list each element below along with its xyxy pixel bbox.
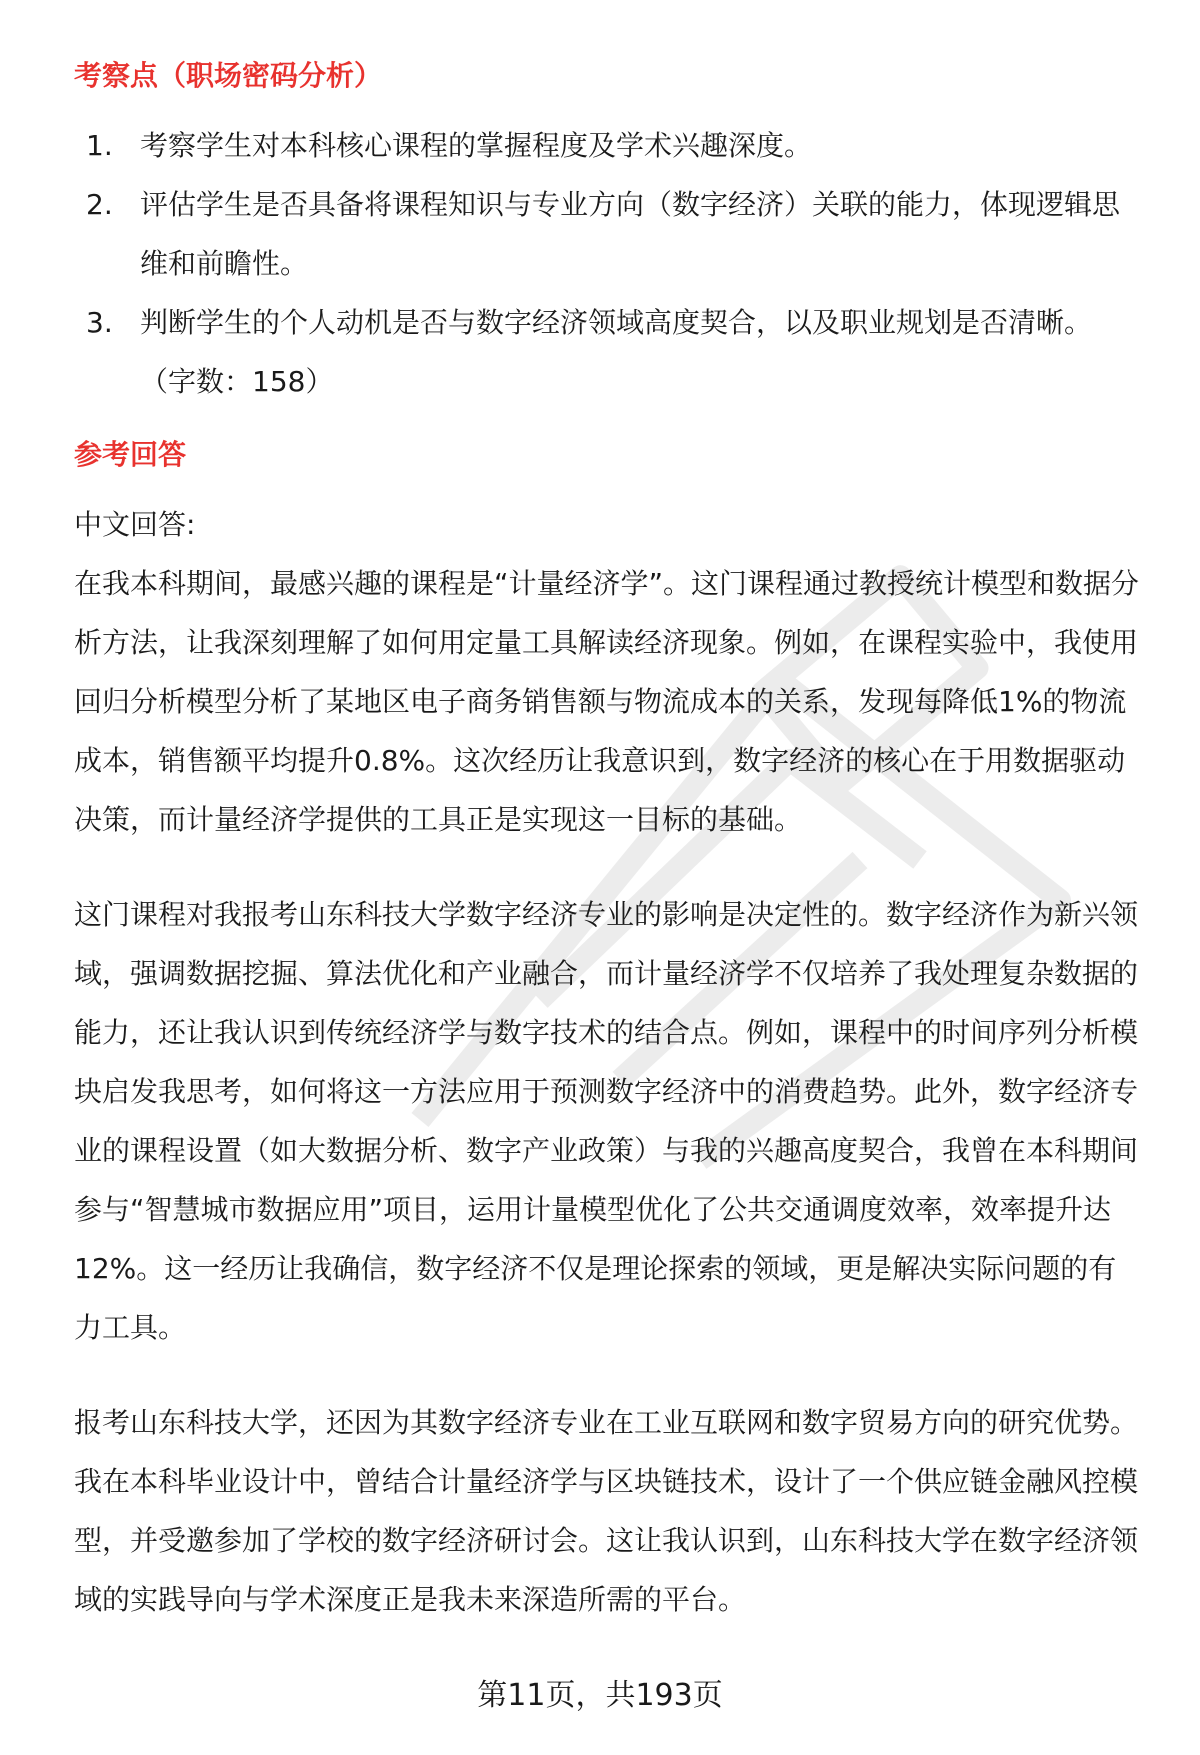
list-number: 2. — [86, 188, 113, 221]
answer-paragraph-2: 这门课程对我报考山东科技大学数字经济专业的影响是决定性的。数字经济作为新兴领域，强调数据挖掘、算法优化和产业融合，而计量经济学不仅培养了我处理复杂数据的能力，还让我认识到传统经济学与数字技术的结合点。例如，课程中的时间序列分析模块启发我思考，如何将这一方法应用于预测数字经济中的消费趋势。此外，数字经济专业的课程设置（如大数据分析、数字产业政策）与我的兴趣高度契合，我曾在本科期间参与“智慧城市数据应用”项目，运用计量模型优化了公共交通调度效率，效率提升达12%。这一经历让我确信，数字经济不仅是理论探索的领域，更是解决实际问题的有力工具。 — [74, 898, 1139, 1344]
list-item — [86, 116, 1144, 175]
exam-points-list — [74, 116, 1144, 352]
list-number: 1. — [86, 129, 113, 162]
answer-label: 中文回答: — [74, 508, 196, 541]
list-number: 3. — [86, 306, 113, 339]
page-footer: 第11页，共193页 — [477, 1678, 723, 1713]
answer-paragraph-3: 报考山东科技大学，还因为其数字经济专业在工业互联网和数字贸易方向的研究优势。我在本科毕业设计中，曾结合计量经济学与区块链技术，设计了一个供应链金融风控模型，并受邀参加了学校的数字经济研讨会。这让我认识到，山东科技大学在数字经济领域的实践导向与学术深度正是我未来深造所需的平台。 — [74, 1406, 1139, 1616]
word-count: （字数：158） — [140, 365, 334, 398]
list-item-text: 判断学生的个人动机是否与数字经济领域高度契合，以及职业规划是否清晰。 — [140, 306, 1093, 339]
list-item — [86, 293, 1144, 352]
list-item — [86, 175, 1144, 293]
list-item-text: 考察学生对本科核心课程的掌握程度及学术兴趣深度。 — [140, 129, 813, 162]
page-content — [74, 56, 1144, 1629]
section-heading-exam-points: 考察点（职场密码分析） — [74, 59, 383, 92]
section-heading-reference-answer: 参考回答 — [74, 438, 187, 471]
answer-paragraph-1: 在我本科期间，最感兴趣的课程是“计量经济学”。这门课程通过教授统计模型和数据分析方法，让我深刻理解了如何用定量工具解读经济现象。例如，在课程实验中，我使用回归分析模型分析了某地区电子商务销售额与物流成本的关系，发现每降低1%的物流成本，销售额平均提升0.8%。这次经历让我意识到，数字经济的核心在于用数据驱动决策，而计量经济学提供的工具正是实现这一目标的基础。 — [74, 567, 1140, 836]
list-item-text: 评估学生是否具备将课程知识与专业方向（数字经济）关联的能力，体现逻辑思维和前瞻性。 — [140, 188, 1121, 280]
